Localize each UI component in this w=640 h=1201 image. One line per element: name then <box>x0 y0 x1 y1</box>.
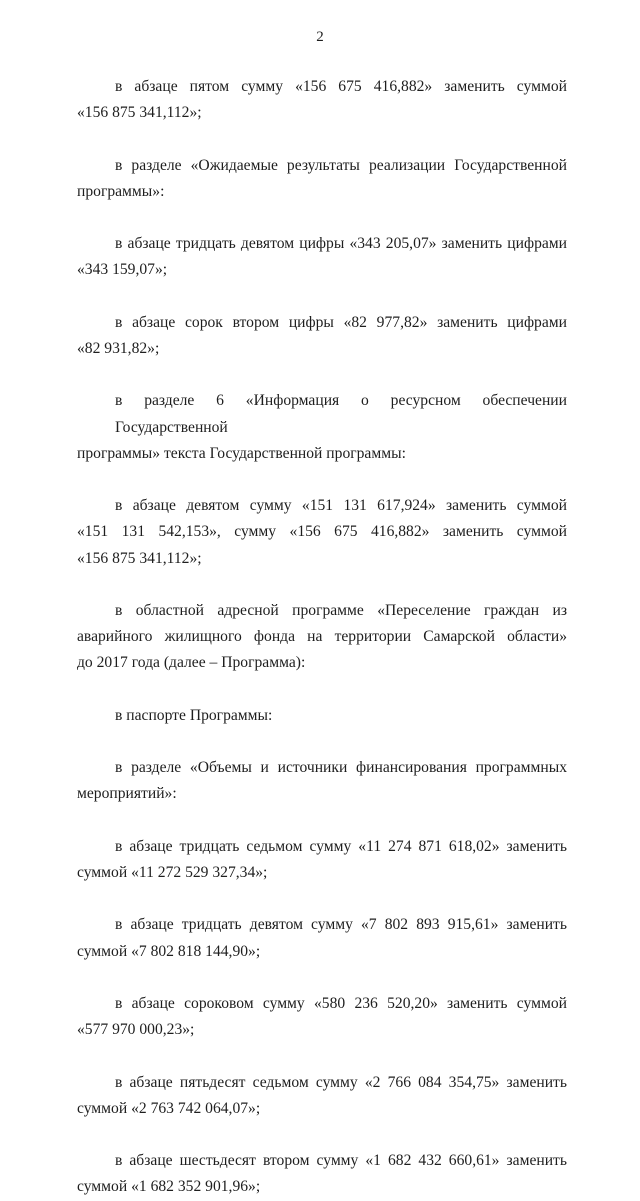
text-line: в абзаце сорок втором цифры «82 977,82» заменить цифрами <box>115 313 567 331</box>
text-line: программы»: <box>77 182 165 200</box>
paragraph <box>77 74 567 126</box>
text-line: в областной адресной программе «Переселение граждан из <box>115 601 567 619</box>
text-line: суммой «11 272 529 327,34»; <box>77 863 268 881</box>
text-line: в абзаце тридцать седьмом сумму «11 274 871 618,02» заменить <box>115 837 567 855</box>
paragraph <box>77 231 567 283</box>
document-body <box>77 74 567 1201</box>
text-line: до 2017 года (далее – Программа): <box>77 654 306 672</box>
text-line: в абзаце тридцать девятом сумму «7 802 893 915,61» заменить <box>115 916 567 934</box>
text-line: мероприятий»: <box>77 785 177 803</box>
paragraph <box>77 388 567 467</box>
text-line: суммой «1 682 352 901,96»; <box>77 1178 261 1196</box>
text-line: в разделе «Ожидаемые результаты реализации Государственной <box>115 156 567 174</box>
paragraph <box>77 912 567 964</box>
text-line: «156 875 341,112»; <box>77 549 202 567</box>
text-line: программы» текста Государственной программы: <box>77 444 406 462</box>
paragraph <box>77 834 567 886</box>
paragraph <box>77 153 567 205</box>
text-line: суммой «7 802 818 144,90»; <box>77 942 261 960</box>
text-line: «82 931,82»; <box>77 339 160 357</box>
paragraph <box>77 598 567 677</box>
text-line: суммой «2 763 742 064,07»; <box>77 1099 261 1117</box>
paragraph <box>77 493 567 572</box>
paragraph <box>77 310 567 362</box>
text-line: «156 875 341,112»; <box>77 104 202 122</box>
text-line: в паспорте Программы: <box>115 706 273 724</box>
text-line: аварийного жилищного фонда на территории Самарской области» <box>77 628 567 646</box>
text-line: в абзаце девятом сумму «151 131 617,924» заменить суммой <box>115 497 567 515</box>
paragraph <box>77 1148 567 1200</box>
text-line: в абзаце пятом сумму «156 675 416,882» заменить суммой <box>115 78 567 95</box>
text-line: в абзаце тридцать девятом цифры «343 205,07» заменить цифрами <box>115 235 567 253</box>
paragraph <box>77 1070 567 1122</box>
paragraph <box>77 755 567 807</box>
text-line: «343 159,07»; <box>77 261 168 279</box>
text-line: «151 131 542,153», сумму «156 675 416,882» заменить суммой <box>77 523 567 541</box>
text-line: «577 970 000,23»; <box>77 1021 195 1039</box>
text-line: в абзаце шестьдесят втором сумму «1 682 432 660,61» заменить <box>115 1152 567 1170</box>
paragraph <box>77 703 567 729</box>
text-line: в разделе «Объемы и источники финансирования программных <box>115 759 567 777</box>
text-line: в абзаце сороковом сумму «580 236 520,20» заменить суммой <box>115 994 567 1012</box>
text-line: в абзаце пятьдесят седьмом сумму «2 766 084 354,75» заменить <box>115 1073 567 1091</box>
page-number: 2 <box>316 29 324 45</box>
text-line: в разделе 6 «Информация о ресурсном обеспечении Государственной <box>115 392 567 436</box>
paragraph <box>77 991 567 1043</box>
